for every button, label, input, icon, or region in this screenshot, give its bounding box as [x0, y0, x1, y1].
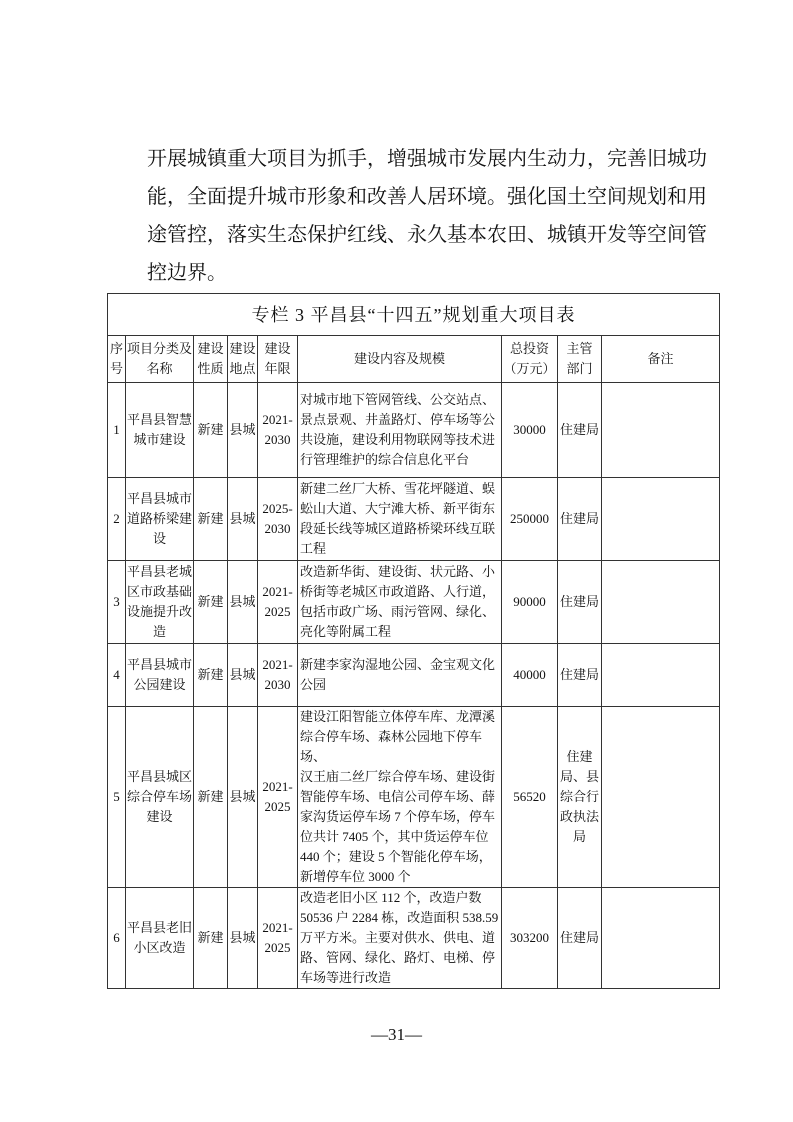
- cell-dept: 住建局: [558, 644, 602, 707]
- cell-years: 2021- 2030: [258, 644, 298, 707]
- cell-no: 6: [108, 888, 126, 989]
- paragraph-line: 控边界。: [147, 262, 227, 284]
- cell-nature: 新建: [194, 644, 228, 707]
- cell-name: 平昌县智慧 城市建设: [126, 383, 194, 478]
- cell-nature: 新建: [194, 707, 228, 888]
- cell-note: [602, 478, 720, 561]
- paragraph-line: 开展城镇重大项目为抓手，增强城市发展内生动力，完善旧城功: [147, 148, 707, 170]
- header-cell: 建设内容及规模: [298, 336, 502, 383]
- cell-dept: 住建局: [558, 478, 602, 561]
- cell-invest: 56520: [502, 707, 558, 888]
- cell-place: 县城: [228, 888, 258, 989]
- cell-content: 新建二丝厂大桥、雪花坪隧道、蜈 蚣山大道、大宁滩大桥、新平街东 段延长线等城区道路桥梁环线互联 工程: [298, 478, 502, 561]
- header-cell: 项目分类及 名称: [126, 336, 194, 383]
- cell-name: 平昌县城市 公园建设: [126, 644, 194, 707]
- cell-dept: 住建局: [558, 888, 602, 989]
- table-row: [108, 888, 720, 989]
- header-cell: 主管 部门: [558, 336, 602, 383]
- cell-years: 2021- 2025: [258, 561, 298, 644]
- header-cell: 建设 性质: [194, 336, 228, 383]
- table-row: [108, 383, 720, 478]
- cell-invest: 90000: [502, 561, 558, 644]
- cell-dept: 住建 局、县 综合行 政执法 局: [558, 707, 602, 888]
- header-cell: 建设 地点: [228, 336, 258, 383]
- cell-content: 改造新华街、建设街、状元路、小 桥街等老城区市政道路、人行道， 包括市政广场、雨污管网、绿化、 亮化等附属工程: [298, 561, 502, 644]
- cell-name: 平昌县城区 综合停车场 建设: [126, 707, 194, 888]
- cell-dept: 住建局: [558, 383, 602, 478]
- major-projects-table: [107, 293, 720, 989]
- paragraph-line: 能，全面提升城市形象和改善人居环境。强化国土空间规划和用: [147, 186, 707, 208]
- paragraph-line: 途管控，落实生态保护红线、永久基本农田、城镇开发等空间管: [147, 224, 707, 246]
- header-cell: 备注: [602, 336, 720, 383]
- cell-no: 5: [108, 707, 126, 888]
- cell-name: 平昌县老旧 小区改造: [126, 888, 194, 989]
- cell-note: [602, 888, 720, 989]
- cell-place: 县城: [228, 478, 258, 561]
- cell-place: 县城: [228, 644, 258, 707]
- cell-nature: 新建: [194, 383, 228, 478]
- table-row: [108, 644, 720, 707]
- cell-invest: 30000: [502, 383, 558, 478]
- page-number: —31—: [371, 1025, 422, 1044]
- table-title: 专栏 3 平昌县“十四五”规划重大项目表: [108, 294, 720, 336]
- cell-place: 县城: [228, 383, 258, 478]
- cell-place: 县城: [228, 707, 258, 888]
- cell-invest: 303200: [502, 888, 558, 989]
- header-cell: 序 号: [108, 336, 126, 383]
- cell-nature: 新建: [194, 561, 228, 644]
- cell-nature: 新建: [194, 888, 228, 989]
- cell-name: 平昌县城市 道路桥梁建 设: [126, 478, 194, 561]
- cell-invest: 250000: [502, 478, 558, 561]
- cell-no: 4: [108, 644, 126, 707]
- body-paragraph: [147, 140, 707, 292]
- cell-note: [602, 561, 720, 644]
- cell-place: 县城: [228, 561, 258, 644]
- cell-content: 对城市地下管网管线、公交站点、 景点景观、井盖路灯、停车场等公 共设施，建设利用物联网等技术进 行管理维护的综合信息化平台: [298, 383, 502, 478]
- cell-years: 2021- 2030: [258, 383, 298, 478]
- table-row: [108, 707, 720, 888]
- cell-note: [602, 383, 720, 478]
- cell-content: 改造老旧小区 112 个，改造户数 50536 户 2284 栋，改造面积 538.59 万平方米。主要对供水、供电、道 路、管网、绿化、路灯、电梯、停 车场等进行改造: [298, 888, 502, 989]
- cell-years: 2021- 2025: [258, 888, 298, 989]
- cell-years: 2025- 2030: [258, 478, 298, 561]
- cell-note: [602, 644, 720, 707]
- cell-nature: 新建: [194, 478, 228, 561]
- cell-years: 2021- 2025: [258, 707, 298, 888]
- cell-no: 3: [108, 561, 126, 644]
- header-cell: 总投资 （万元）: [502, 336, 558, 383]
- table-row: [108, 561, 720, 644]
- cell-no: 1: [108, 383, 126, 478]
- cell-note: [602, 707, 720, 888]
- cell-dept: 住建局: [558, 561, 602, 644]
- header-cell: 建设 年限: [258, 336, 298, 383]
- table-row: [108, 478, 720, 561]
- cell-content: 新建李家沟湿地公园、金宝观文化 公园: [298, 644, 502, 707]
- cell-name: 平昌县老城 区市政基础 设施提升改 造: [126, 561, 194, 644]
- cell-no: 2: [108, 478, 126, 561]
- cell-invest: 40000: [502, 644, 558, 707]
- cell-content: 建设江阳智能立体停车库、龙潭溪 综合停车场、森林公园地下停车场、 汉王庙二丝厂综合停车场、建设街 智能停车场、电信公司停车场、薛 家沟货运停车场 7 个停车场，停车 位共计 7405 个，其中货运停车位 440 个；建设 5 个智能化停车场， 新增停车位 3000 个: [298, 707, 502, 888]
- table-header-row: [108, 336, 720, 383]
